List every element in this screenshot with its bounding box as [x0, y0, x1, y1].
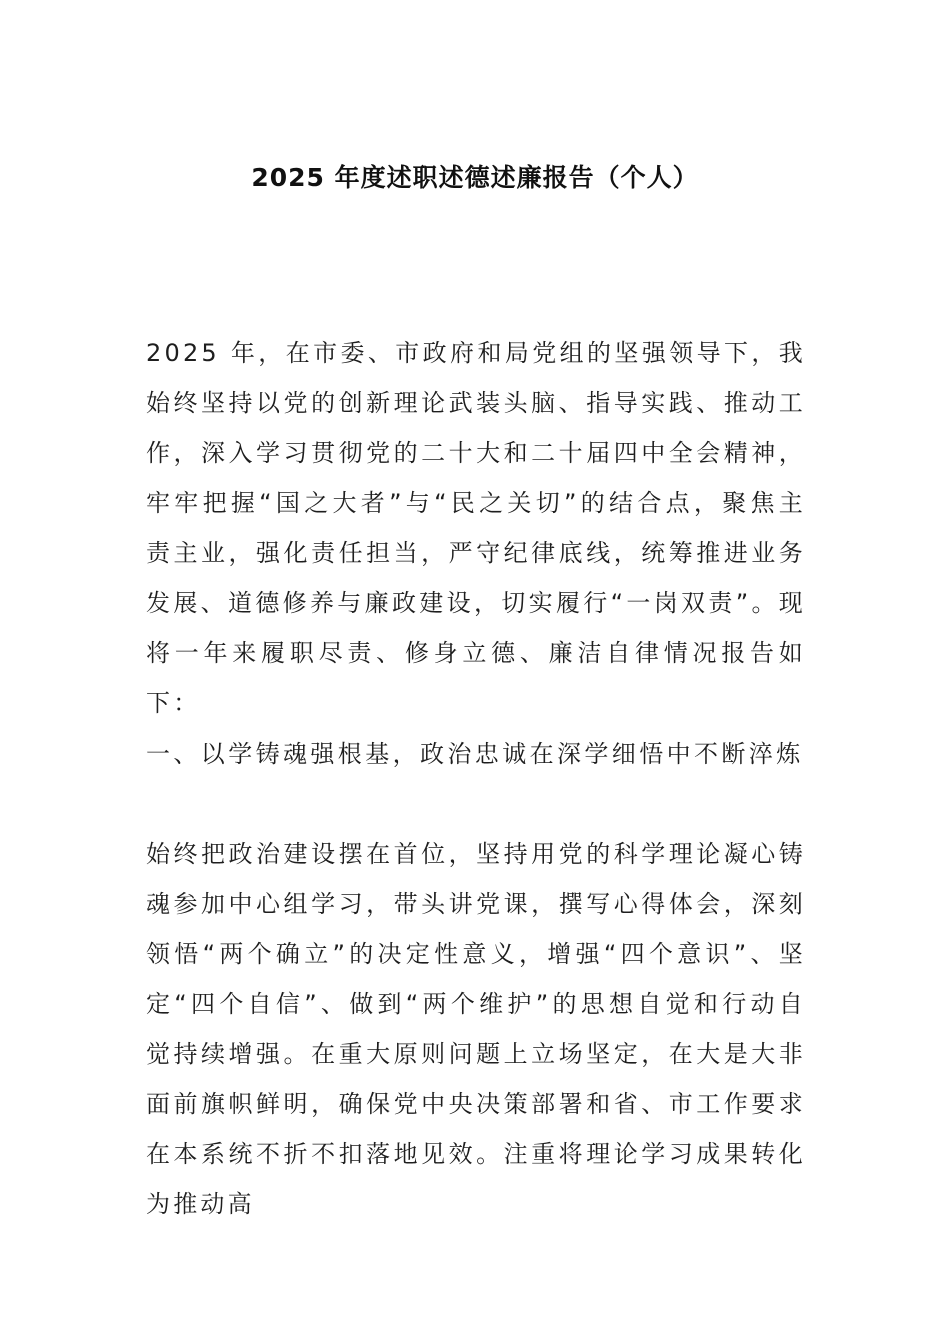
section-heading: 一、以学铸魂强根基，政治忠诚在深学细悟中不断淬炼: [146, 740, 804, 768]
section-paragraph: 始终把政治建设摆在首位，坚持用党的科学理论凝心铸魂参加中心组学习，带头讲党课，撰写心得体会，深刻领悟“两个确立”的决定性意义，增强“四个意识”、坚定“四个自信”、做到“两个维护”的思想自觉和行动自觉持续增强。在重大原则问题上立场坚定，在大是大非面前旗帜鲜明，确保党中央决策部署和省、市工作要求在本系统不折不扣落地见效。注重将理论学习成果转化为推动高: [146, 840, 806, 1218]
document-title: 2025 年度述职述德述廉报告（个人）: [251, 163, 699, 192]
intro-paragraph: 2025 年，在市委、市政府和局党组的坚强领导下，我始终坚持以党的创新理论武装头脑、指导实践、推动工作，深入学习贯彻党的二十大和二十届四中全会精神，牢牢把握“国之大者”与“民之关切”的结合点，聚焦主责主业，强化责任担当，严守纪律底线，统筹推进业务发展、道德修养与廉政建设，切实履行“一岗双责”。现将一年来履职尽责、修身立德、廉洁自律情况报告如下：: [146, 339, 806, 717]
